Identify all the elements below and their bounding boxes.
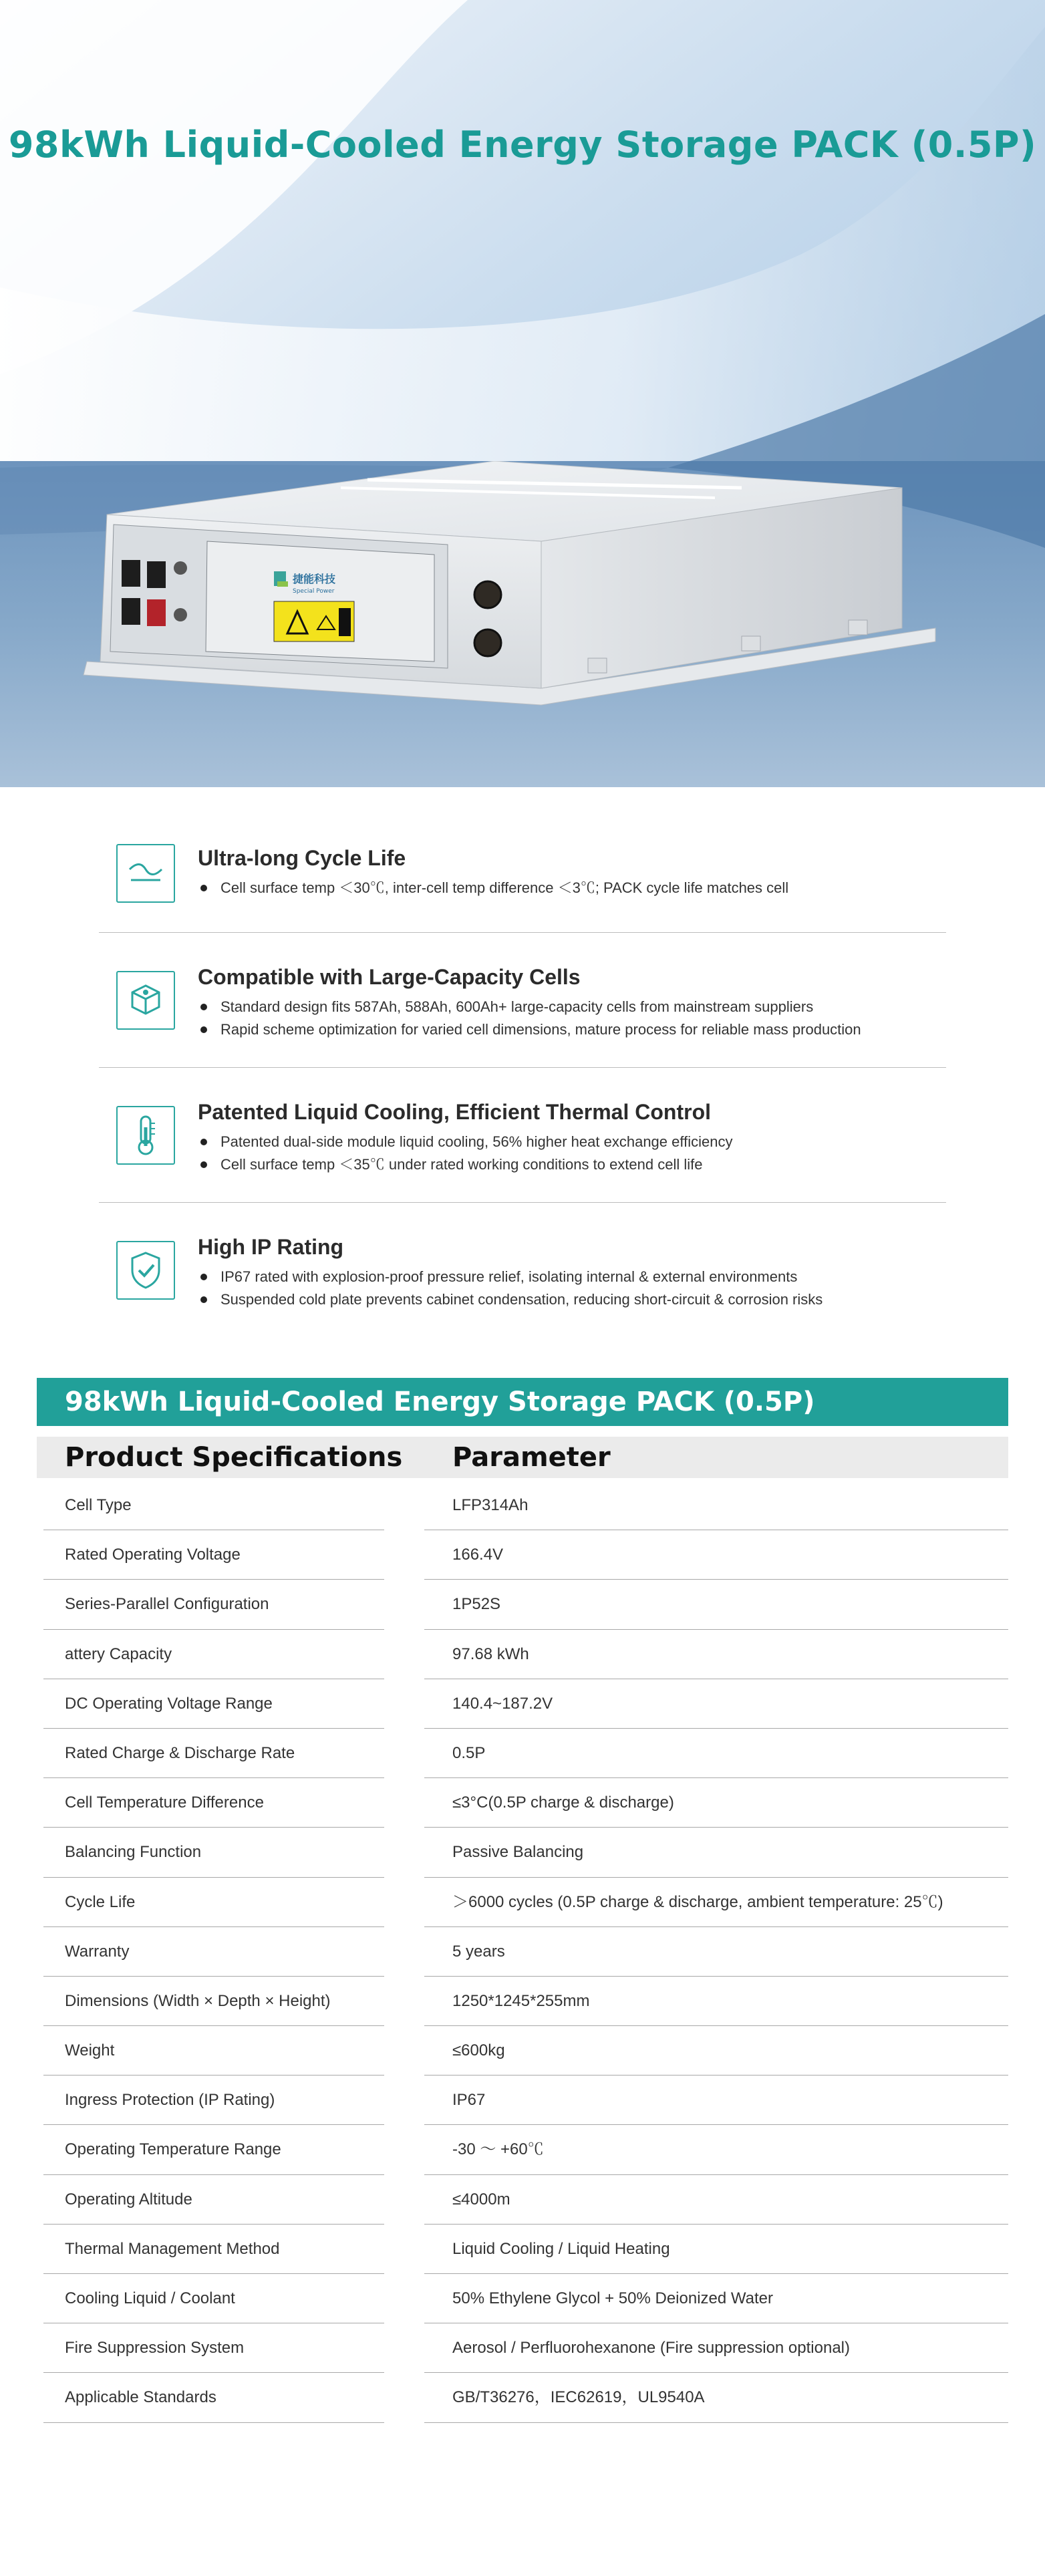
table-row <box>37 1530 1008 1580</box>
hero-banner <box>0 0 1045 787</box>
spec-value: IP67 <box>452 2091 486 2110</box>
spec-name: Operating Temperature Range <box>65 2140 281 2159</box>
table-row <box>37 2026 1008 2076</box>
feature-item-ip-rating <box>99 1203 946 1310</box>
feature-bullets <box>199 996 861 1041</box>
product-logo-text: 捷能科技 <box>293 573 336 585</box>
spec-value: 1250*1245*255mm <box>452 1991 590 2010</box>
spec-value: 97.68 kWh <box>452 1644 529 1663</box>
spec-value: 5 years <box>452 1942 505 1961</box>
feature-title: Compatible with Large-Capacity Cells <box>198 965 581 989</box>
feature-bullets <box>199 1131 732 1176</box>
table-row <box>37 2125 1008 2174</box>
spec-value: GB/T36276，IEC62619，UL9540A <box>452 2388 705 2407</box>
feature-bullet: Standard design fits 587Ah, 588Ah, 600Ah+ large-capacity cells from mainstream suppliers <box>199 996 861 1018</box>
row-divider <box>424 2422 1008 2423</box>
table-row <box>37 1778 1008 1828</box>
spec-name: Ingress Protection (IP Rating) <box>65 2091 275 2110</box>
feature-bullets <box>199 877 788 899</box>
table-row <box>37 1977 1008 2026</box>
spec-value: ≤3°C(0.5P charge & discharge) <box>452 1794 674 1812</box>
feature-bullets <box>199 1266 823 1311</box>
spec-value: -30 ～ +60℃ <box>452 2140 544 2159</box>
spec-table-body <box>37 1481 1008 2423</box>
spec-value: ≤600kg <box>452 2041 505 2060</box>
row-divider <box>43 2422 384 2423</box>
cube-cells-icon <box>116 971 175 1030</box>
spec-name: Cell Type <box>65 1496 132 1514</box>
spec-name: Weight <box>65 2041 115 2060</box>
spec-table-title: 98kWh Liquid-Cooled Energy Storage PACK (0.5P) <box>37 1378 1008 1426</box>
feature-item-liquid-cooling <box>99 1068 946 1203</box>
table-row <box>37 2076 1008 2125</box>
battery-pack-image <box>73 461 942 742</box>
product-logo-subtext: Special Power <box>293 588 335 595</box>
spec-value: 166.4V <box>452 1546 504 1564</box>
spec-name: Dimensions (Width × Depth × Height) <box>65 1991 331 2010</box>
spec-name: Cooling Liquid / Coolant <box>65 2289 235 2307</box>
table-row <box>37 1828 1008 1877</box>
spec-name: attery Capacity <box>65 1644 172 1663</box>
table-row <box>37 1630 1008 1679</box>
table-row <box>37 1580 1008 1629</box>
feature-bullet: IP67 rated with explosion-proof pressure relief, isolating internal & external environments <box>199 1266 823 1288</box>
spec-name: Series-Parallel Configuration <box>65 1595 269 1614</box>
feature-bullet: Rapid scheme optimization for varied cell dimensions, mature process for reliable mass production <box>199 1018 861 1041</box>
table-row <box>37 1729 1008 1778</box>
spec-value: 0.5P <box>452 1743 486 1762</box>
feature-item-cycle-life <box>99 822 946 933</box>
shield-check-icon <box>116 1241 175 1300</box>
hero-title: 98kWh Liquid-Cooled Energy Storage PACK (0.5P) <box>8 124 1037 166</box>
liquid-flow-icon <box>116 844 175 903</box>
table-row <box>37 2175 1008 2225</box>
spec-value: Passive Balancing <box>452 1843 584 1862</box>
feature-list <box>99 822 946 1310</box>
header-product-specifications: Product Specifications <box>65 1442 403 1473</box>
spec-value: 140.4~187.2V <box>452 1694 553 1713</box>
spec-name: Warranty <box>65 1942 130 1961</box>
feature-title: High IP Rating <box>198 1235 344 1259</box>
spec-value: 50% Ethylene Glycol + 50% Deionized Water <box>452 2289 774 2307</box>
spec-value: 1P52S <box>452 1595 501 1614</box>
thermometer-icon <box>116 1106 175 1165</box>
spec-name: Cycle Life <box>65 1892 136 1911</box>
spec-value: ＞6000 cycles (0.5P charge & discharge, ambient temperature: 25℃) <box>452 1892 943 1911</box>
table-row <box>37 1927 1008 1977</box>
table-row <box>37 1679 1008 1729</box>
table-row <box>37 2373 1008 2422</box>
spec-name: Cell Temperature Difference <box>65 1794 264 1812</box>
feature-bullet: Cell surface temp ＜35℃ under rated working conditions to extend cell life <box>199 1153 732 1176</box>
feature-item-large-capacity <box>99 933 946 1068</box>
spec-value: ≤4000m <box>452 2190 510 2208</box>
feature-bullet: Cell surface temp ＜30℃, inter-cell temp difference ＜3℃; PACK cycle life matches cell <box>199 877 788 899</box>
table-row <box>37 2274 1008 2323</box>
feature-bullet: Patented dual-side module liquid cooling, 56% higher heat exchange efficiency <box>199 1131 732 1153</box>
spec-name: DC Operating Voltage Range <box>65 1694 273 1713</box>
feature-title: Patented Liquid Cooling, Efficient Thermal Control <box>198 1100 711 1124</box>
table-row <box>37 2225 1008 2274</box>
table-row <box>37 2323 1008 2373</box>
spec-table-header <box>37 1437 1008 1478</box>
spec-name: Operating Altitude <box>65 2190 192 2208</box>
table-row <box>37 1481 1008 1530</box>
feature-title: Ultra-long Cycle Life <box>198 846 406 870</box>
spec-name: Rated Charge & Discharge Rate <box>65 1743 295 1762</box>
spec-name: Balancing Function <box>65 1843 202 1862</box>
spec-name: Fire Suppression System <box>65 2339 245 2357</box>
spec-name: Thermal Management Method <box>65 2239 280 2258</box>
spec-name: Applicable Standards <box>65 2388 216 2407</box>
spec-value: Liquid Cooling / Liquid Heating <box>452 2239 670 2258</box>
feature-bullet: Suspended cold plate prevents cabinet condensation, reducing short-circuit & corrosion risks <box>199 1288 823 1311</box>
spec-value: LFP314Ah <box>452 1496 529 1514</box>
table-row <box>37 1878 1008 1927</box>
header-parameter: Parameter <box>452 1442 611 1473</box>
spec-value: Aerosol / Perfluorohexanone (Fire suppression optional) <box>452 2339 850 2357</box>
spec-name: Rated Operating Voltage <box>65 1546 241 1564</box>
